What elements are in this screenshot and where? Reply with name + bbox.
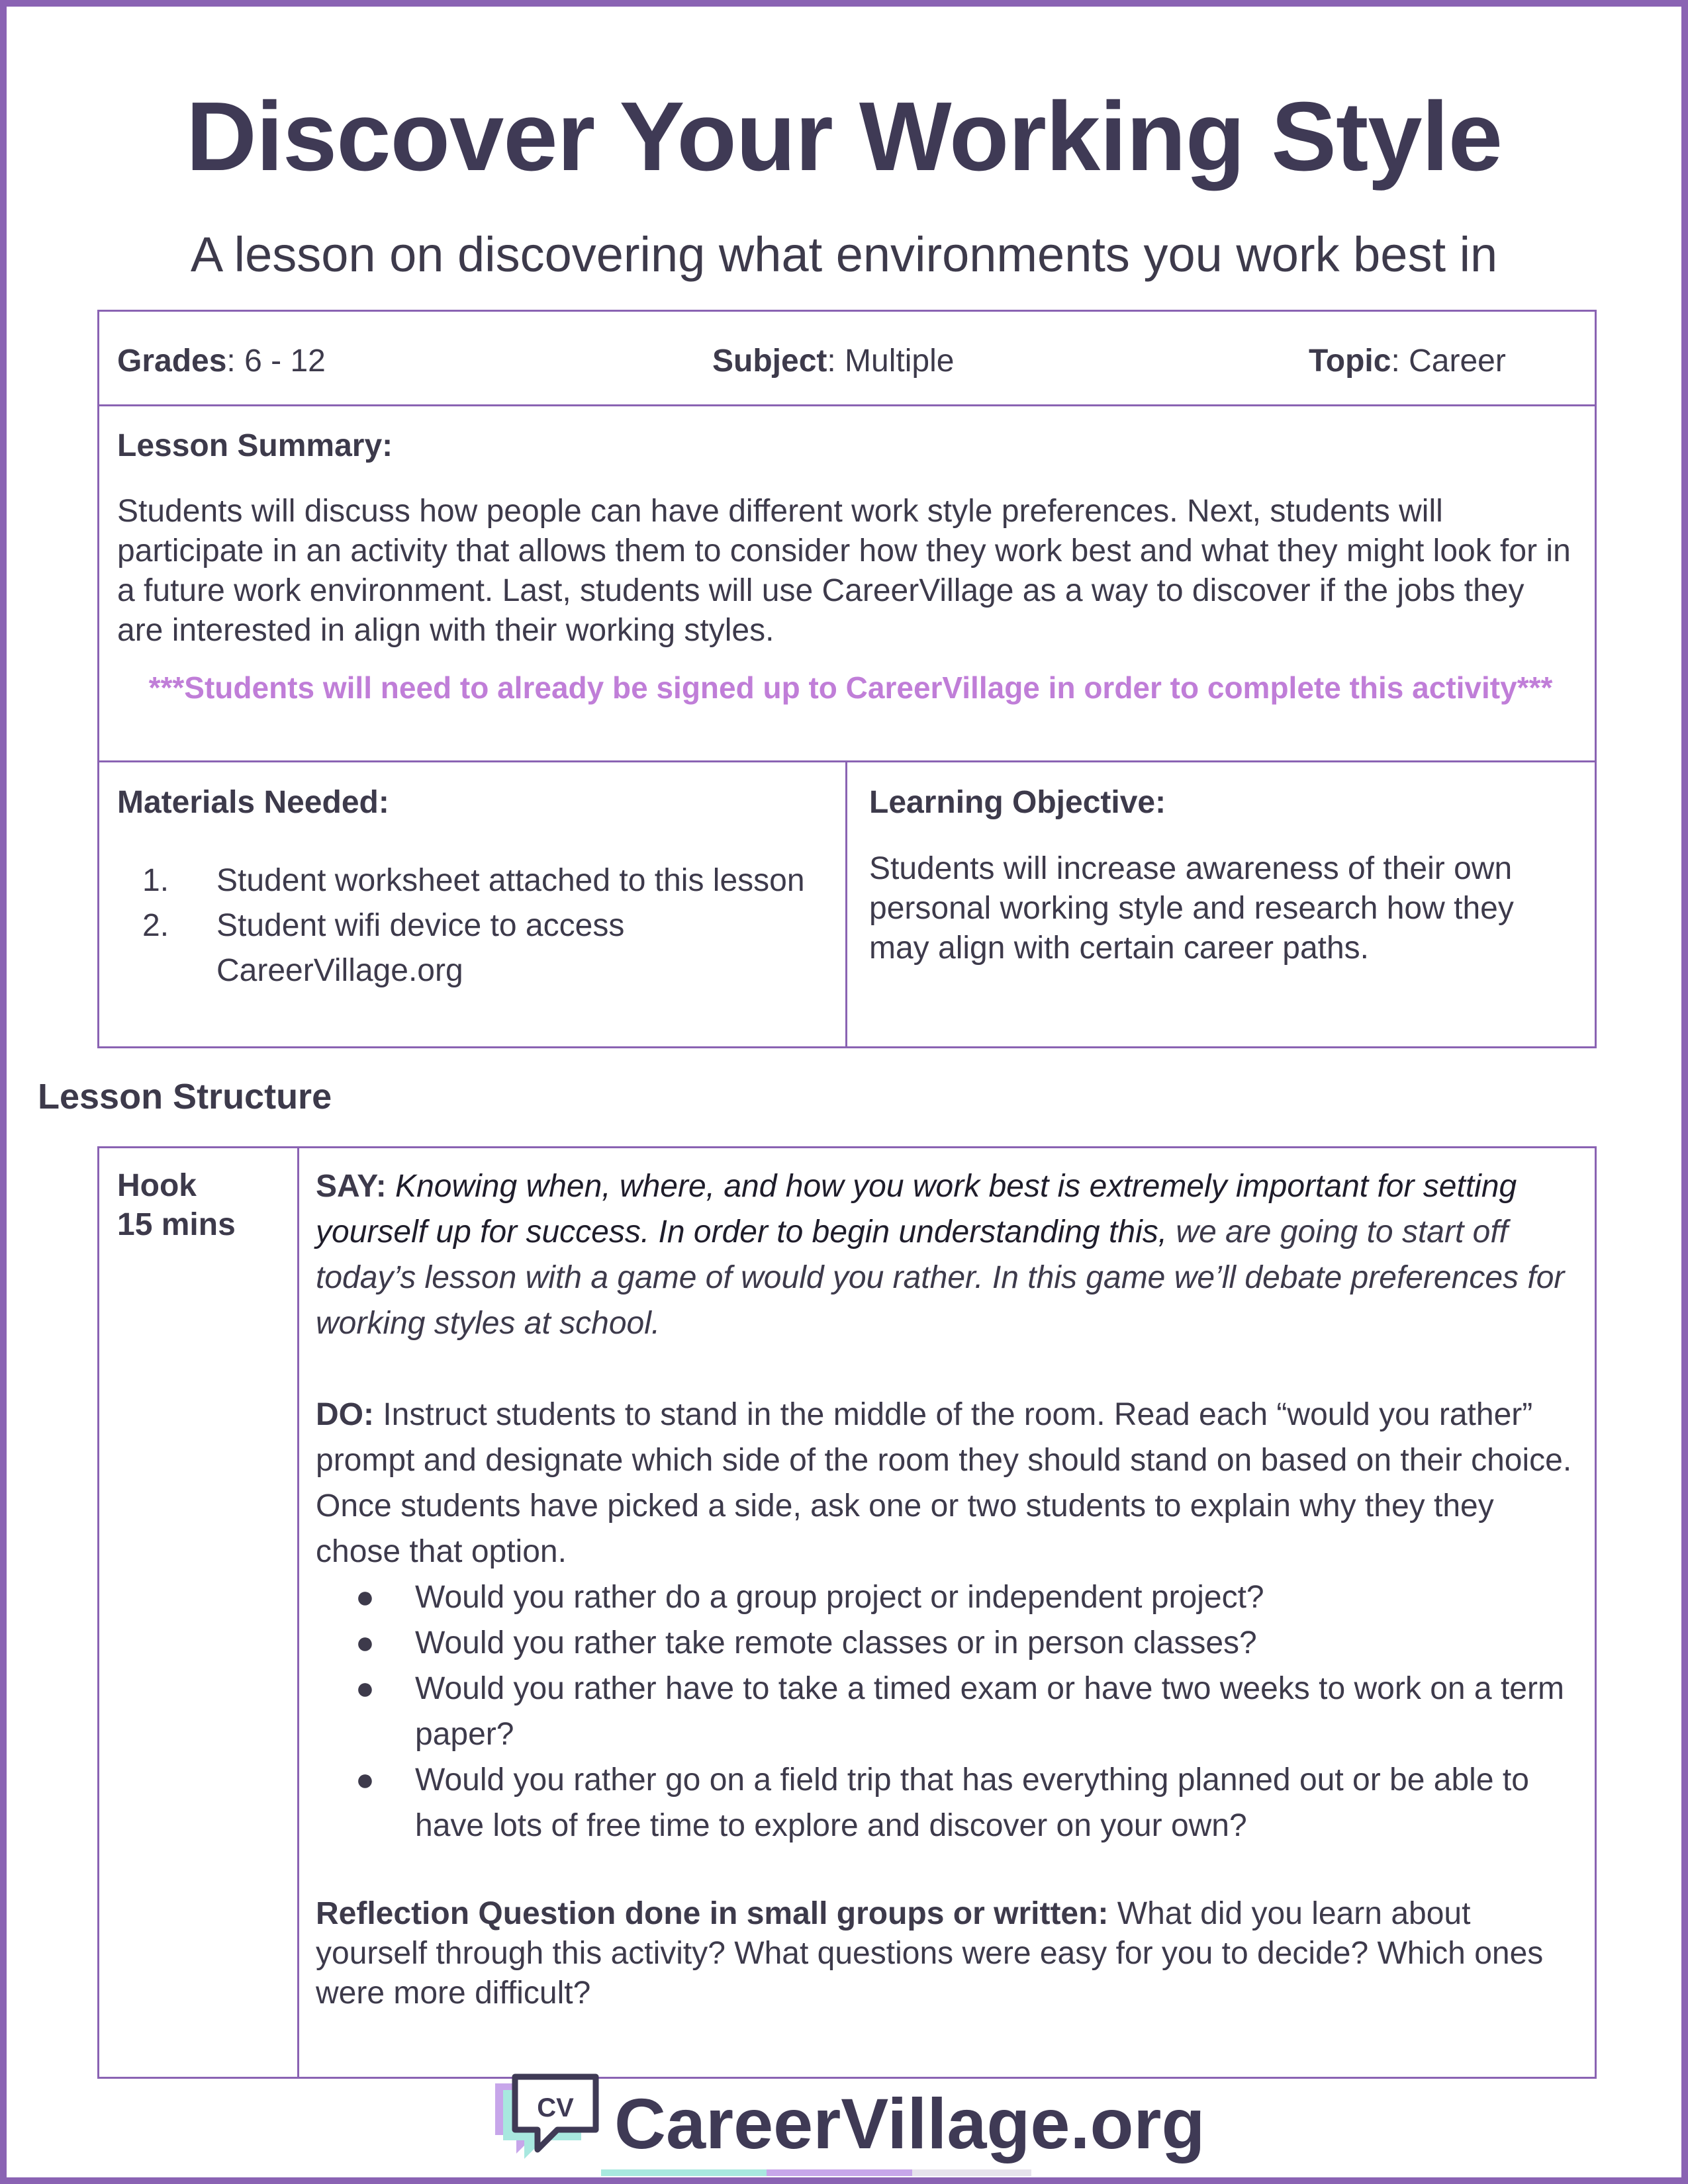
grades-field [117, 343, 326, 379]
subject-value: : Multiple [827, 343, 955, 379]
subject-label: Subject [712, 343, 827, 379]
do-text: Instruct students to stand in the middle of the room. Read each “would you rather” prompt and designate which side of the room they should stand on based on their choice. Once students have picked a side, ask one or two students to explain why they they chose that option. [316, 1397, 1572, 1569]
grades-label: Grades [117, 343, 227, 379]
objective-text: Students will increase awareness of their own personal working style and research how they may align with certain career paths. [869, 851, 1514, 966]
reflection-paragraph [316, 1894, 1580, 2013]
do-label: DO: [316, 1397, 374, 1432]
topic-label: Topic [1309, 343, 1391, 379]
list-number: 2. [142, 908, 169, 943]
list-item [117, 903, 839, 993]
topic-value: : Career [1391, 343, 1506, 379]
summary-text: Students will discuss how people can have different work style preferences. Next, students will participate in an activity that allows them to consider how they work best and what they might look for in a future work environment. Last, students will use CareerVillage as a way to discover if the jobs they are interested in align with their working styles. [117, 494, 1571, 648]
list-item-text: Would you rather take remote classes or in person classes? [415, 1625, 1257, 1661]
say-text: we are going to start off today’s lesson with a game of would you rather. In this game we’ll debate preferences for working styles at school. [316, 1214, 1565, 1341]
would-you-rather-list [316, 1574, 1580, 1848]
lesson-structure-heading: Lesson Structure [38, 1077, 332, 1116]
say-label: SAY: [316, 1169, 387, 1204]
topic-field [1309, 343, 1506, 379]
materials-list [117, 858, 839, 993]
list-item [316, 1574, 1580, 1620]
say-paragraph [316, 1163, 1580, 1346]
list-item [316, 1666, 1580, 1757]
logo-mark-icon [489, 2070, 1217, 2176]
bullet-icon: ● [355, 1671, 375, 1706]
list-item-text: Would you rather go on a field trip that has everything planned out or be able to have lots of free time to explore and discover on your own? [415, 1762, 1529, 1843]
subject-field [712, 343, 954, 379]
list-item-text: Would you rather have to take a timed exam or have two weeks to work on a term paper? [415, 1671, 1564, 1752]
grades-value: : 6 - 12 [226, 343, 326, 379]
list-number: 1. [142, 863, 169, 898]
spacer [316, 1346, 1580, 1392]
do-paragraph [316, 1392, 1580, 1574]
list-item [117, 858, 839, 903]
bullet-icon: ● [355, 1762, 375, 1797]
list-item-text: Student wifi device to access CareerVillage.org [216, 908, 625, 988]
reflection-label: Reflection Question done in small groups or written: [316, 1896, 1109, 1931]
reflection-text: What did you learn about yourself through this activity? What questions were easy for you to decide? Which ones were more difficult? [316, 1896, 1544, 2011]
hook-time: 15 mins [117, 1207, 236, 1242]
hook-label: Hook [117, 1168, 197, 1203]
logo-wordmark: CareerVillage.org [614, 2083, 1205, 2163]
objective-label: Learning Objective: [869, 785, 1166, 820]
spacer [316, 1848, 1580, 1894]
say-text-emphasis: Knowing when, where, and how you work best is extremely important for setting yourself up for success. In order to begin understanding this, [316, 1169, 1517, 1250]
bullet-icon: ● [355, 1625, 375, 1661]
structure-text [316, 1163, 1580, 2013]
list-item-text: Would you rather do a group project or independent project? [415, 1580, 1264, 1615]
careervillage-logo [489, 2070, 1217, 2176]
materials-label: Materials Needed: [117, 785, 389, 820]
logo-mark-text: CV [537, 2093, 574, 2122]
summary-label: Lesson Summary: [117, 428, 393, 463]
list-item [316, 1620, 1580, 1666]
list-item [316, 1757, 1580, 1848]
summary-note: ***Students will need to already be signed up to CareerVillage in order to complete this activity*** [148, 670, 1553, 705]
bullet-icon: ● [355, 1580, 375, 1615]
structure-time-cell [97, 1146, 299, 2079]
list-item-text: Student worksheet attached to this lesson [216, 863, 805, 898]
page-title: Discover Your Working Style [185, 82, 1503, 191]
page-subtitle: A lesson on discovering what environments you work best in [190, 227, 1498, 282]
